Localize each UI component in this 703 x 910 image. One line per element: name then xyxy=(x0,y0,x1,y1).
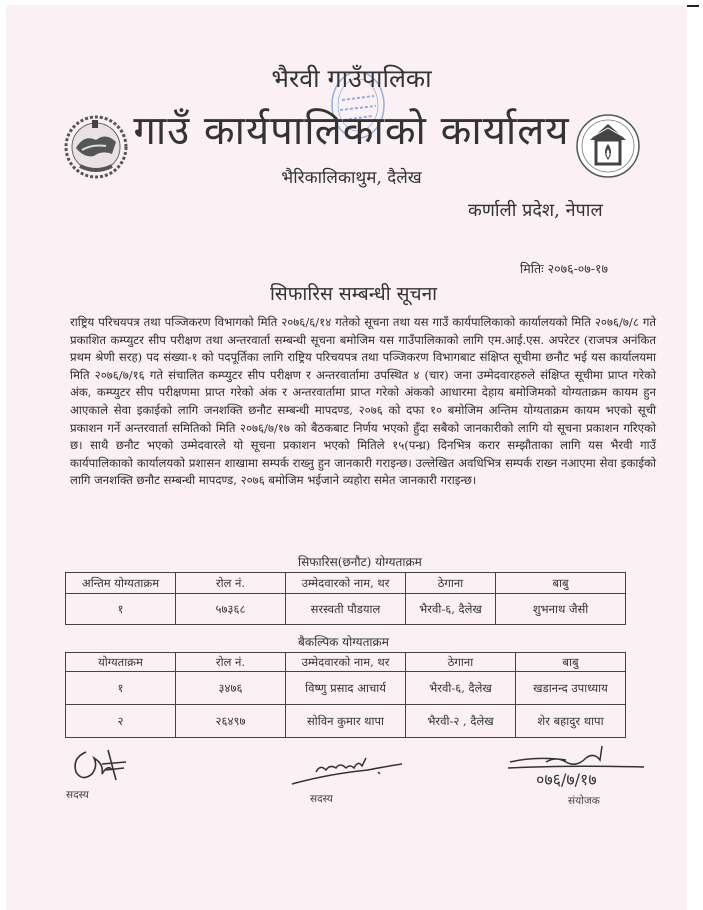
notice-body: राष्ट्रिय परिचयपत्र तथा पञ्जिकरण विभागको मिति २०७६/६/१४ गतेको सूचना तथा यस गाउँ कार्यपालिकाको कार्यालयको मिति २०७६/७/८ गते प्रकाशित कम्प्युटर सीप परीक्षण तथा अन्तरवार्ता सम्बन्धी सूचना बमोजिम यस गाउँपालिकाको लागि एम.आई.एस. अपरेटर (राजपत्र अनंकित प्रथम श्रेणी सरह) पद संख्या-१ को पदपूर्तिका लागि राष्ट्रिय परिचयपत्र तथा पञ्जिकरण विभागबाट संक्षिप्त सूचीमा छनौट भई यस कार्यालयमा मिति २०७६/७/१६ गते संचालित कम्प्युटर सीप परीक्षण र अन्तरवार्तामा उपस्थित ४ (चार) जना उम्मेदवारहरुले संक्षिप्त सूचीमा प्राप्त गरेको अंक, कम्प्युटर सीप परीक्षणमा प्राप्त गरेको अंक र अन्तरवार्तामा प्राप्त गरेको अंकको आधारमा देहाय बमोजिमको योग्यताक्रम कायम हुन आएकाले सेवा इकाईको लागि जनशक्ति छनौट सम्बन्धी मापदण्ड, २०७६ को दफा १० बमोजिम अन्तिम योग्यताक्रम कायम भएको सूची प्रकाशन गर्ने अन्तरवार्ता समितिको मिति २०७६/७/१७ को बैठकबाट निर्णय भएको हुँदा सबैको जानकारीको लागि यो सूचना प्रकाशन गरिएको छ। साथै छनौट भएको उम्मेदवारले यो सूचना प्रकाशन भएको मितिले १५(पन्ध्र) दिनभित्र करार सम्झौताका लागि यस भैरवी गाउँ कार्यपालिकाको कार्यालयको प्रशासन शाखामा सम्पर्क राख्नु हुन जानकारी गराइन्छ। उल्लेखित अवधिभित्र सम्पर्क राख्न नआएमा सेवा इकाईको लागि जनशक्ति छनौट सम्बन्धी मापदण्ड, २०७६ बमोजिम भईजाने व्यहोरा समेत जानकारी गराइन्छ। xyxy=(70,315,656,488)
member-signature-1 xyxy=(68,744,132,784)
column-header: उम्मेदवारको नाम, थर xyxy=(286,573,406,594)
table-header-row xyxy=(66,653,626,672)
page-edge-mark xyxy=(687,5,699,7)
column-header: बाबु xyxy=(516,653,626,672)
recommended-table-caption: सिफारिस(छनौट) योग्यताक्रम xyxy=(298,555,422,569)
signature-role: सदस्य xyxy=(310,793,333,805)
candidate-name-cell: सोविन कुमार थापा xyxy=(286,705,406,738)
column-header: रोल नं. xyxy=(176,573,286,594)
handwritten-date: ०७६/७/१७ xyxy=(536,770,597,789)
table-row xyxy=(66,594,626,625)
table-header-row xyxy=(66,573,626,594)
rank-cell: २ xyxy=(66,705,176,738)
signature-role: सदस्य xyxy=(66,789,89,801)
table-row xyxy=(66,672,626,705)
coordinator-signature xyxy=(506,746,646,770)
candidate-name-cell: विष्णु प्रसाद आचार्य xyxy=(286,672,406,705)
signature-role: संयोजक xyxy=(568,795,600,807)
municipality-name: भैरवी गाउँपालिका xyxy=(271,64,432,93)
column-header: अन्तिम योग्यताक्रम xyxy=(66,573,176,594)
recommended-table xyxy=(65,572,626,625)
province-name: कर्णाली प्रदेश, नेपाल xyxy=(468,200,603,221)
alternate-table xyxy=(65,652,626,738)
table-row xyxy=(66,705,626,738)
roll-number-cell: ३४७६ xyxy=(176,672,286,705)
roll-number-cell: २६४९७ xyxy=(176,705,286,738)
column-header: ठेगाना xyxy=(406,573,496,594)
rank-cell: १ xyxy=(66,594,176,625)
father-name-cell: खडानन्द उपाध्याय xyxy=(516,672,626,705)
address-cell: भैरवी-६, दैलेख xyxy=(406,594,496,625)
notice-date: मितिः २०७६-०७-१७ xyxy=(520,261,609,276)
column-header: ठेगाना xyxy=(406,653,516,672)
column-header: बाबु xyxy=(496,573,626,594)
notice-title: सिफारिस सम्बन्धी सूचना xyxy=(270,283,438,305)
member-signature-2 xyxy=(288,752,408,788)
address-cell: भैरवी-२ , दैलेख xyxy=(406,705,516,738)
rank-cell: १ xyxy=(66,672,176,705)
column-header: योग्यताक्रम xyxy=(66,653,176,672)
father-name-cell: शुभनाथ जैसी xyxy=(496,594,626,625)
column-header: उम्मेदवारको नाम, थर xyxy=(286,653,406,672)
address-cell: भैरवी-६, दैलेख xyxy=(406,672,516,705)
father-name-cell: शेर बहादुर थापा xyxy=(516,705,626,738)
column-header: रोल नं. xyxy=(176,653,286,672)
office-name: गाउँ कार्यपालिकाको कार्यालय xyxy=(133,108,570,154)
roll-number-cell: ५७३६८ xyxy=(176,594,286,625)
alternate-table-caption: बैकल्पिक योग्यताक्रम xyxy=(298,635,389,649)
candidate-name-cell: सरस्वती पौडयाल xyxy=(286,594,406,625)
office-location: भैरिकालिकाथुम, दैलेख xyxy=(281,168,422,188)
